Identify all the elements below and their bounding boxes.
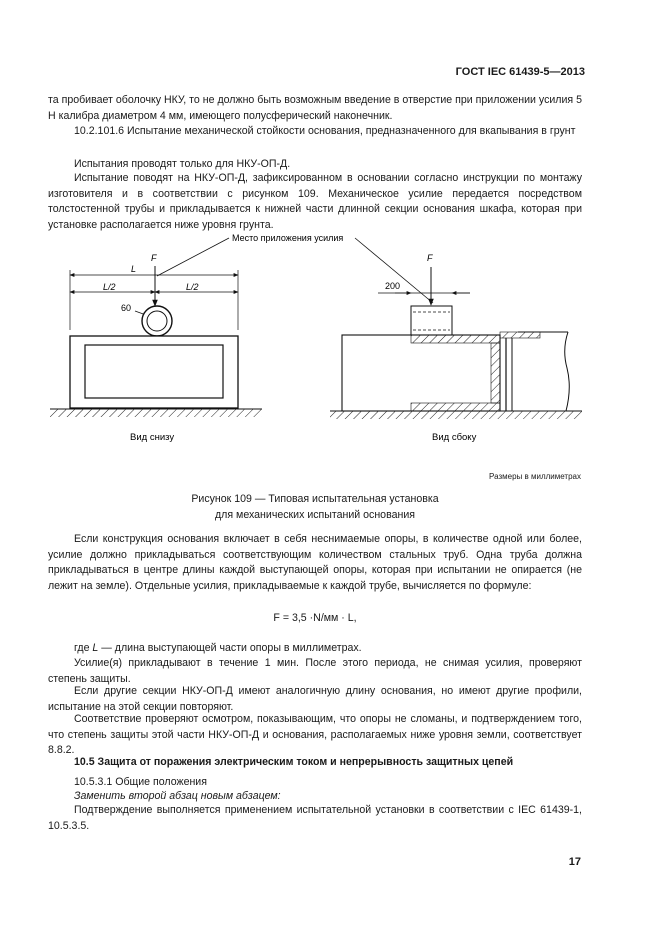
- var-L: L: [92, 642, 99, 654]
- pipe-inner: [147, 311, 167, 331]
- paragraph-2: 10.2.101.6 Испытание механической стойкости основания, предназначенного для вкапывания в грунт: [74, 125, 576, 137]
- figure-109-diagram: [0, 225, 661, 450]
- dimensions-note: Размеры в миллиметрах: [489, 472, 581, 481]
- ground-hatch-left: [50, 409, 262, 417]
- support-flange-top: [500, 332, 540, 338]
- dim-label-half-left: L/2: [103, 282, 116, 292]
- ground-hatch-right: [330, 411, 582, 419]
- figure-caption-line-2: для механических испытаний основания: [215, 509, 415, 521]
- angle-label: 60: [121, 303, 132, 313]
- dim-label-half-right: L/2: [186, 282, 199, 292]
- paragraph-4: Испытание поводят на НКУ-ОП-Д, зафиксированном в основании согласно инструкции по монтажу изготовителя и в соответствии с рисунком 109. Механическое усилие передается посредством толстостенной трубы и прикладывается к нижней части длинной секции основания шкафа, которая при установке располагается ниже уровня грунта.: [48, 172, 582, 231]
- view-side-label: Вид сбоку: [432, 432, 477, 443]
- paragraph-11: Заменить второй абзац новым абзацем:: [74, 790, 281, 802]
- dim-label-200: 200: [385, 281, 401, 291]
- callout-leader-left: [157, 238, 229, 276]
- pipe-side: [411, 306, 452, 335]
- paragraph-5: Если конструкция основания включает в себя неснимаемые опоры, в количестве одной или более, усилие должно прикладываться соответствующим количеством стальных труб. Одна труба должна прикладываться в центре длины каждой выступающей опоры, которая при испытании не опирается (не лежит на земле). Отдельные усилия, прикладываемые к каждой трубе, вычисляется по формуле:: [48, 533, 582, 592]
- section-bottom-hatch: [411, 403, 500, 411]
- break-line-edge: [565, 332, 570, 411]
- paragraph-12: Подтверждение выполняется применением испытательной установки в соответствии с IEC 61439-1, 10.5.3.5.: [48, 804, 582, 832]
- section-top-hatch: [411, 335, 500, 343]
- section-heading-10-5: 10.5 Защита от поражения электрическим током и непрерывность защитных цепей: [74, 756, 514, 768]
- where-rest: — длина выступающей части опоры в миллиметрах.: [98, 642, 362, 654]
- where-prefix: где: [74, 642, 93, 654]
- view-bottom-label: Вид снизу: [130, 432, 175, 443]
- paragraph-3: Испытания проводят только для НКУ-ОП-Д.: [74, 158, 291, 170]
- paragraph-9: Соответствие проверяют осмотром, показывающим, что опоры не сломаны, и подтверждением того, что степень защиты этой части НКУ-ОП-Д и основания, располагаемых ниже уровня земли, соответствует 8.8.2.: [48, 713, 582, 757]
- callout-label: Место приложения усилия: [232, 233, 344, 243]
- paragraph-1: та пробивает оболочку НКУ, то не должно быть возможным введение в отверстие при приложении усилия 5 Н калибра диаметром 4 мм, имеющего полусферический наконечник.: [48, 94, 582, 122]
- paragraph-8: Если другие секции НКУ-ОП-Д имеют аналогичную длину основания, но имеют другие профили, испытание на этой секции повторяют.: [48, 685, 582, 713]
- force-label-right: F: [427, 253, 433, 263]
- paragraph-7: Усилие(я) прикладывают в течение 1 мин. После этого периода, не снимая усилия, проверяют степень защиты.: [48, 657, 582, 685]
- force-label-left: F: [151, 253, 157, 263]
- page-number: 17: [568, 856, 581, 868]
- paragraph-6: [48, 641, 582, 657]
- figure-caption-line-1: Рисунок 109 — Типовая испытательная установка: [191, 493, 439, 505]
- cabinet-body: [342, 335, 500, 411]
- document-standard-header: ГОСТ IEC 61439-5—2013: [455, 66, 585, 78]
- dim-label-L: L: [131, 264, 137, 274]
- paragraph-10: 10.5.3.1 Общие положения: [74, 776, 207, 788]
- force-formula: F = 3,5 ·N/мм · L,: [273, 612, 357, 624]
- section-wall-hatch: [491, 343, 500, 403]
- base-frame-outer: [70, 336, 238, 408]
